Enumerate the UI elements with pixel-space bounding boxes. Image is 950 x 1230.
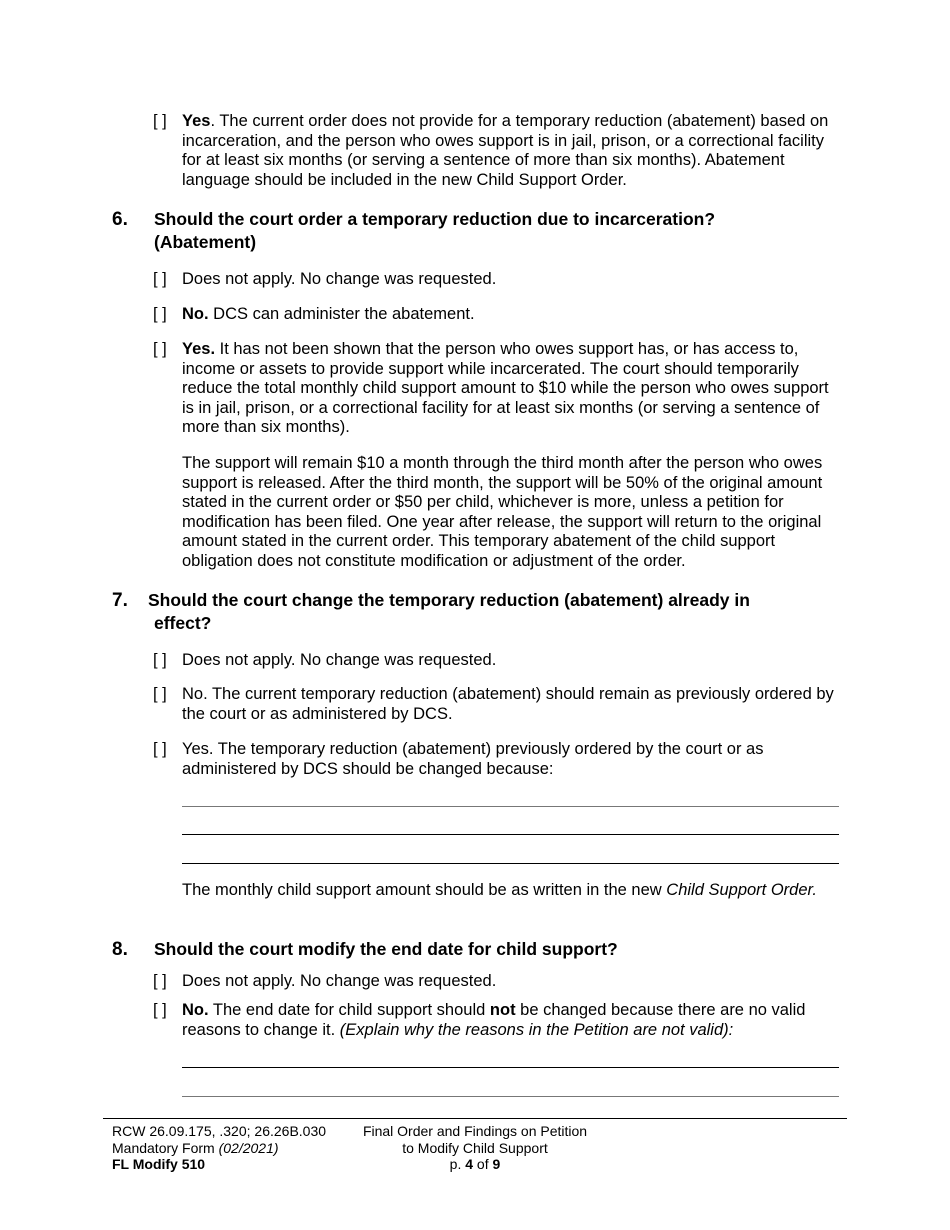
q6-opt1-text: Does not apply. No change was requested. [182,270,497,288]
sec5-yes-checkbox[interactable]: [ ] [153,112,167,130]
footer-title-1: Final Order and Findings on Petition [362,1123,588,1139]
q6-number: 6. [112,209,128,230]
footer-mandatory-label: Mandatory Form [112,1139,219,1156]
q7-reason-line-3[interactable] [182,863,839,864]
q6-opt2-label: No. [182,305,209,323]
q7-opt2-checkbox[interactable]: [ ] [153,685,167,703]
footer-title-2: to Modify Child Support [402,1139,548,1156]
footer-page-pre: p. [449,1156,466,1172]
footer-page-current: 4 [465,1156,474,1172]
q6-opt3-checkbox[interactable]: [ ] [153,340,167,358]
q7-opt3-checkbox[interactable]: [ ] [153,740,167,758]
q8-opt2-explain: (Explain why the reasons in the Petition are not valid): [339,1020,734,1039]
q6-opt1-checkbox[interactable]: [ ] [153,270,167,288]
q6-title: Should the court order a temporary reduction due to incarceration? (Abatement) [154,209,716,252]
q8-option-does-not-apply [153,972,843,992]
q7-title-line1: Should the court change the temporary reduction (abatement) already in [148,590,750,610]
q8-heading [112,938,812,961]
q8-explain-line-2[interactable] [182,1096,839,1097]
sec5-yes-option [153,112,843,190]
footer-form-id: FL Modify 510 [112,1156,206,1172]
footer-page-total: 9 [492,1156,501,1172]
q8-opt2-pre: The end date for child support should [208,1001,490,1019]
q7-title-line2: effect? [154,613,212,633]
footer-left [112,1123,326,1173]
footer-mandatory [112,1140,326,1157]
q8-number: 8. [112,939,128,960]
footer-rcw: RCW 26.09.175, .320; 26.26B.030 [112,1123,327,1139]
q8-opt1-text: Does not apply. No change was requested. [182,972,497,990]
q8-explain-line-1[interactable] [182,1067,839,1068]
sec5-yes-text: . The current order does not provide for a temporary reduction (abatement) based on incarceration, and the person who owes support is in jail, prison, or a correctional facility for at least six months (or serving a sentence of more than six months). Abatement language should be included in the new Child Support Order. [182,112,829,189]
q6-opt2-checkbox[interactable]: [ ] [153,305,167,323]
q8-opt2-post: be changed because there are no valid reasons to change it. [182,1001,806,1039]
q8-opt1-checkbox[interactable]: [ ] [153,972,167,990]
q6-option-yes [153,340,843,438]
q7-opt3-text: Yes. The temporary reduction (abatement) previously ordered by the court or as administered by DCS should be changed because: [182,740,764,778]
q7-opt1-checkbox[interactable]: [ ] [153,651,167,669]
q7-option-does-not-apply [153,651,843,671]
q8-title: Should the court modify the end date for child support? [154,939,618,959]
q6-heading [112,208,812,254]
q7-note [182,881,842,901]
q8-opt2-checkbox[interactable]: [ ] [153,1001,167,1019]
q8-opt2-not: not [489,1001,516,1019]
q7-note-text: The monthly child support amount should be as written in the new [182,881,667,899]
q7-number: 7. [112,590,128,611]
q6-opt2-text: DCS can administer the abatement. [208,305,475,323]
q6-abatement-paragraph: The support will remain $10 a month through the third month after the person who owes support is released. After the third month, the support will be 50% of the original amount stated in the current order or $50 per child, whichever is more, unless a petition for modification has been filed. One year after release, the support will return to the original amount stated in the current order. This temporary abatement of the child support obligation does not constitute modification or adjustment of the order. [182,454,823,570]
q6-opt3-label: Yes. [182,340,216,358]
sec5-yes-label: Yes [182,112,211,130]
q6-option-does-not-apply [153,270,843,290]
footer-page-number [350,1156,600,1173]
q7-reason-line-1[interactable] [182,806,839,807]
q7-opt1-text: Does not apply. No change was requested. [182,651,497,669]
q6-opt3-text: It has not been shown that the person who owes support has, or has access to, income or assets to provide support while incarcerated. The court should temporarily reduce the total monthly child support amount to $10 while the person who owes support is in jail, prison, or a correctional facility for at least six months (or serving a sentence of more than six months). [182,340,829,436]
q7-reason-line-2[interactable] [182,834,839,835]
q7-heading [112,589,812,635]
footer-center [350,1123,600,1173]
q8-option-no [153,1001,843,1040]
q7-option-no [153,685,843,724]
q8-opt2-label: No. [182,1001,209,1019]
footer-page-of: of [473,1156,493,1172]
q7-opt2-text: No. The current temporary reduction (abatement) should remain as previously ordered by the court or as administered by DCS. [182,685,834,723]
footer-divider [103,1118,847,1119]
footer-mandatory-date: (02/2021) [218,1139,279,1156]
q7-note-italic: Child Support Order. [666,881,817,899]
q6-option-no [153,305,843,325]
q7-option-yes [153,740,843,779]
